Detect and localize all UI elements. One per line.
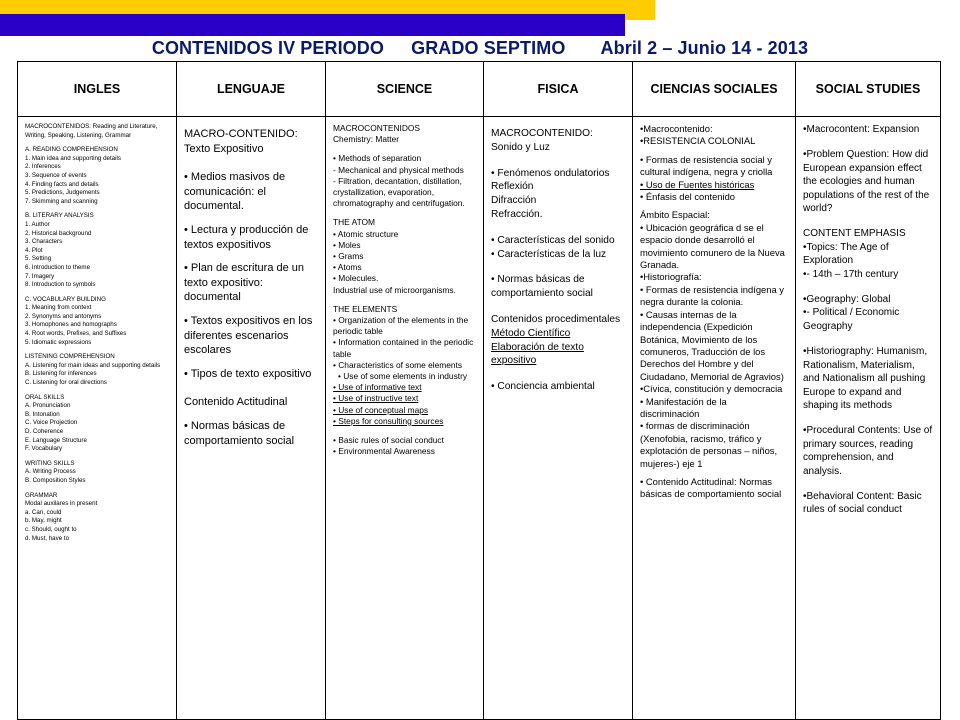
science-line: • Use of informative text (333, 382, 422, 393)
science-line: - Filtration, decantation, distillation, crystallization, evaporation, chromatography and centrifugation. (333, 175, 465, 209)
header-science: SCIENCE (326, 62, 484, 117)
lenguaje-line: MACRO-CONTENIDO: Texto Expositivo (184, 128, 298, 155)
header-fisica: FISICA (484, 62, 633, 117)
science-line: • Atoms (333, 262, 362, 273)
ingles-line: ORAL SKILLS (25, 393, 65, 401)
lenguaje-line: Contenido Actitudinal (184, 396, 288, 409)
science-line: - Mechanical and physical methods (333, 164, 464, 175)
ingles-line: 2. Inferences (25, 163, 61, 171)
sociales-line: •Macrocontenido: (640, 123, 713, 134)
lenguaje-line: • Medios masivos de comunicación: el documental. (184, 171, 286, 213)
fisica-line: Reflexión (491, 181, 534, 193)
fisica-line: Sonido y Luz (491, 141, 550, 153)
ingles-line: 1. Main idea and supporting details (25, 154, 121, 162)
science-line: • Use of instructive text (333, 393, 419, 404)
fisica-line: Elaboración de texto expositivo (491, 341, 584, 367)
ingles-line: F. Vocabulary (25, 445, 63, 453)
ingles-line: 4. Finding facts and details (25, 180, 99, 188)
science-line: • Information contained in the periodic table (333, 337, 474, 359)
ingles-line: C. VOCABULARY BUILDING (25, 295, 106, 303)
sociales-line: • Formas de resistencia indígena y negra durante la colonia. (640, 283, 784, 308)
sociales-line: •RESISTENCIA COLONIAL (640, 135, 756, 147)
content-row (18, 117, 941, 720)
science-line: • Moles (333, 239, 361, 250)
lenguaje-line: • Lectura y producción de textos expositivos (184, 223, 309, 251)
sociales-line: • formas de discriminación (Xenofobia, racismo, tráfico y explotación de personas – niños, mujeres-) eje 1 (640, 420, 778, 469)
fisica-line: Refracción. (491, 208, 543, 220)
ingles-line: 2. Historical background (25, 229, 92, 237)
decor-bar-blue (0, 14, 625, 36)
cell-ciencias-sociales (633, 117, 796, 720)
ingles-line: 7. Imagery (25, 272, 55, 280)
ingles-line: GRAMMAR (25, 491, 58, 499)
ingles-line: 4. Plot (25, 246, 43, 254)
ingles-line: d. Must, have to (25, 534, 70, 542)
ingles-line: 5. Predictions, Judgements (25, 189, 100, 197)
social-studies-line: •- Political / Economic Geography (803, 307, 900, 332)
ingles-line: LISTENING COMPREHENSION (25, 353, 115, 361)
sociales-line: • Causas internas de la independencia (Expedición Botánica, Movimiento de los comuneros, Traducción de los Derechos del Hombre y del Ciudadano, Memorial de Agravios) (640, 308, 784, 382)
ingles-line: 6. Introduction to theme (25, 263, 91, 271)
ingles-line: C. Voice Projection (25, 419, 78, 427)
science-line: • Steps for consulting sources (333, 415, 444, 426)
social-studies-line: •Macrocontent: Expansion (803, 124, 920, 135)
science-line: • Grams (333, 251, 364, 262)
header-lenguaje: LENGUAJE (177, 62, 326, 117)
science-line: • Use of some elements in industry (338, 371, 468, 382)
ingles-line: B. Intonation (25, 410, 60, 418)
fisica-line: Difracción (491, 195, 537, 207)
cell-ingles (18, 117, 177, 720)
lenguaje-line: • Normas básicas de comportamiento social (184, 419, 295, 447)
ingles-line: A. Pronunciation (25, 402, 71, 410)
ingles-line: 7. Skimming and scanning (25, 197, 98, 205)
fisica-line: • Conciencia ambiental (491, 381, 595, 393)
social-studies-line: •Problem Question: How did European expansion effect the ecologies and human populations of the rest of the world? (803, 149, 930, 215)
social-studies-line: •Behavioral Content: Basic rules of social conduct (803, 490, 922, 516)
cell-social-studies (796, 117, 941, 720)
sociales-line: • Énfasis del contenido (640, 191, 736, 203)
social-studies-line: •Procedural Contents: Use of primary sources, reading comprehension, and analysis. (803, 425, 933, 477)
ingles-line: MACROCONTENIDOS: Reading and Literature, Writing, Speaking, Listening, Grammar (25, 123, 158, 139)
ingles-line: Modal auxilares in present (25, 500, 98, 508)
science-line: • Molecules. (333, 273, 379, 284)
cell-fisica (484, 117, 633, 720)
science-line: THE ELEMENTS (333, 303, 398, 314)
lenguaje-line: • Plan de escritura de un texto expositivo: documental (184, 262, 305, 304)
science-line: • Atomic structure (333, 228, 399, 239)
science-line: • Characteristics of some elements (333, 359, 463, 370)
ingles-line: B. LITERARY ANALYSIS (25, 212, 94, 220)
social-studies-line: •Historiography: Humanism, Rationalism, Materialism, and Nationalism all pushing Europe to expand and shaping its methods (803, 346, 928, 411)
fisica-line: Contenidos procedimentales (491, 313, 621, 325)
social-studies-line: CONTENT EMPHASIS (803, 228, 906, 240)
ingles-line: 3. Characters (25, 238, 63, 246)
ingles-line: D. Coherence (25, 428, 64, 435)
science-line: THE ATOM (333, 217, 376, 228)
ingles-line: 5. Setting (25, 255, 52, 263)
science-line: • Use of conceptual maps (333, 404, 429, 415)
fisica-line: MACROCONTENIDO: (491, 128, 593, 139)
science-line: Chemistry: Matter (333, 134, 400, 145)
fisica-line: • Normas básicas de comportamiento social (491, 274, 593, 300)
ingles-line: WRITING SKILLS (25, 459, 75, 467)
social-studies-line: •Topics: The Age of Exploration (803, 241, 889, 267)
science-line: • Basic rules of social conduct (333, 435, 444, 446)
ingles-line: A. Listening for main ideas and supporting details (25, 361, 161, 369)
sociales-line: • Contenido Actitudinal: Normas básicas de comportamiento social (640, 475, 782, 500)
sociales-line: • Ubicación geográfica d se el espacio donde desarrolló el movimiento comunero de la Nueva Granada. (640, 221, 785, 271)
science-line: MACROCONTENIDOS (333, 123, 421, 133)
fisica-line: • Fenómenos ondulatorios (491, 167, 610, 179)
ingles-line: B. Composition Styles (25, 476, 86, 484)
sociales-line: •Cívica, constitución y democracia (640, 383, 783, 395)
ingles-line: 1. Meaning from context (25, 304, 92, 312)
ingles-line: 2. Synonyms and antonyms (25, 312, 102, 320)
fisica-line: • Características de la luz (491, 248, 607, 260)
ingles-line: A. Writing Process (25, 468, 76, 476)
fisica-line: Método Científico (491, 327, 571, 339)
ingles-line: c. Should, ought to (25, 525, 77, 533)
ingles-line: C. Listening for oral directions (25, 379, 107, 387)
social-studies-line: •Geography: Global (803, 294, 891, 306)
ingles-line: B. Listening for inferences (25, 370, 97, 378)
ingles-line: b. May, might (25, 517, 62, 525)
cell-lenguaje (177, 117, 326, 720)
ingles-line: A. READING COMPREHENSION (25, 146, 118, 154)
ingles-line: 3. Sequence of events (25, 171, 87, 179)
title-dates: Abril 2 – Junio 14 - 2013 (600, 38, 809, 58)
header-social-studies: SOCIAL STUDIES (796, 62, 941, 117)
ingles-line: E. Language Structure (25, 436, 87, 444)
header-row (18, 62, 941, 117)
cell-science (326, 117, 484, 720)
sociales-line: • Manifestación de la discriminación (640, 395, 727, 419)
science-line: Industrial use of microorganisms. (333, 284, 456, 295)
fisica-line: • Características del sonido (491, 234, 615, 246)
header-ciencias-sociales: CIENCIAS SOCIALES (633, 62, 796, 117)
lenguaje-line: • Tipos de texto expositivo (184, 367, 312, 380)
social-studies-line: •- 14th – 17th century (803, 268, 899, 280)
sociales-line: Ámbito Espacial: (640, 209, 710, 221)
science-line: • Environmental Awareness (333, 446, 435, 457)
science-line: • Methods of separation (333, 153, 422, 164)
ingles-line: a. Can, could (25, 508, 62, 516)
ingles-line: 3. Homophones and homographs (25, 321, 117, 329)
lenguaje-line: • Textos expositivos en los diferentes escenarios escolares (184, 314, 313, 357)
contents-table (17, 61, 941, 720)
sociales-line: • Formas de resistencia social y cultural indígena, negra y criolla (640, 153, 773, 178)
title-period: CONTENIDOS IV PERIODO (151, 38, 384, 58)
science-line: • Organization of the elements in the periodic table (333, 315, 469, 337)
ingles-line: 4. Root words, Prefixes, and Suffixes (25, 330, 127, 338)
sociales-line: • Uso de Fuentes históricas (640, 178, 755, 190)
header-ingles: INGLES (18, 62, 177, 117)
sociales-line: •Historiografía: (640, 271, 702, 283)
ingles-line: 1. Author (25, 220, 50, 228)
ingles-line: 5. Idiomatic expressions (25, 338, 92, 346)
title-grade: GRADO SEPTIMO (411, 38, 566, 58)
ingles-line: 8. Introduction to symbols (25, 281, 96, 289)
page-title (0, 38, 960, 59)
